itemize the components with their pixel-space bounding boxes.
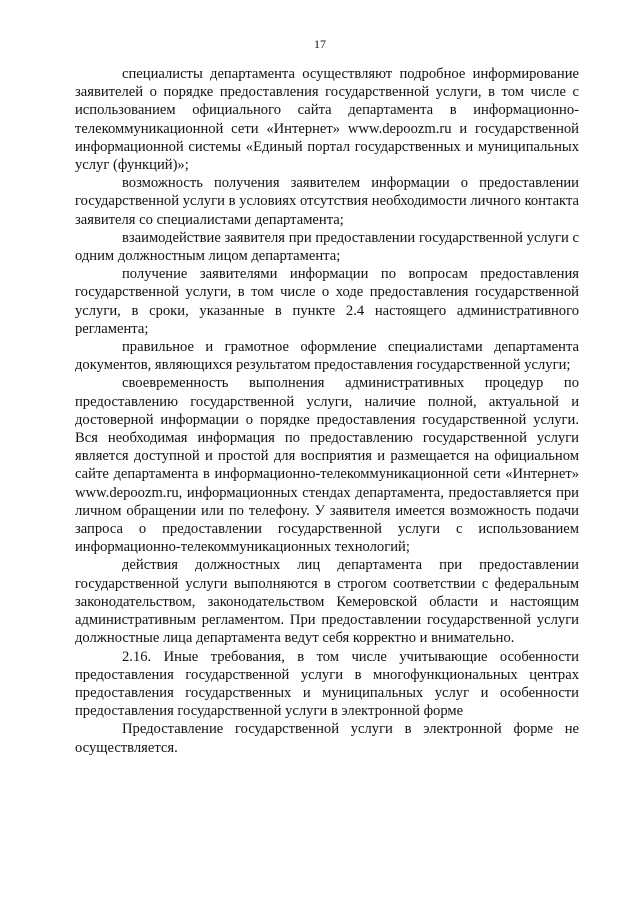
paragraph-remote-info: возможность получения заявителем информации о предоставлении государственной услуги в условиях отсутствия необходимости личного контакта заявителя со специалистами департамента;	[75, 175, 579, 228]
page-number: 17	[314, 37, 326, 51]
paragraph-document-preparation: правильное и грамотное оформление специалистами департамента документов, являющихся результатом предоставления государственной услуги;	[75, 339, 579, 374]
paragraph-progress-info: получение заявителями информации по вопросам предоставления государственной услуги, в том числе о ходе предоставления государственной услуги, в сроки, указанные в пункте 2.4 настоящего административного регламента;	[75, 266, 579, 337]
paragraph-electronic-form: Предоставление государственной услуги в электронной форме не осуществляется.	[75, 721, 579, 756]
section-heading-2-16: 2.16. Иные требования, в том числе учитывающие особенности предоставления государственной услуги в многофункциональных центрах предоставления государственных и муниципальных услуг и особенности предоставления государственной услуги в электронной форме	[75, 648, 579, 720]
paragraph-single-official: взаимодействие заявителя при предоставлении государственной услуги с одним должностным лицом департамента;	[75, 229, 579, 265]
paragraph-timeliness: своевременность выполнения административных процедур по предоставлению государственной услуги, наличие полной, актуальной и достоверной информации о порядке предоставления государственной услуги. Вся необходимая информация по предоставлению государственной услуги является доступной и простой для восприятия и размещается на официальном сайте департамента в информационно-телекоммуникационной сети «Интернет» www.depoozm.ru, информационных стендах департамента, предоставляется при личном обращении или по телефону. У заявителя имеется возможность подачи запроса о предоставлении государственной услуги с использованием информационно-телекоммуникационных технологий;	[75, 375, 579, 556]
document-body	[75, 65, 579, 757]
paragraph-official-conduct: действия должностных лиц департамента при предоставлении государственной услуги выполняются в строгом соответствии с федеральным законодательством, законодательством Кемеровской области и настоящим административным регламентом. При предоставлении государственной услуги должностные лица департамента ведут себя корректно и внимательно.	[75, 557, 579, 647]
paragraph-informing: специалисты департамента осуществляют подробное информирование заявителей о порядке предоставления государственной услуги, в том числе с использованием официального сайта департамента в информационно-телекоммуникационной сети «Интернет» www.depoozm.ru и государственной информационной системы «Единый портал государственных и муниципальных услуг (функций)»;	[75, 66, 579, 174]
